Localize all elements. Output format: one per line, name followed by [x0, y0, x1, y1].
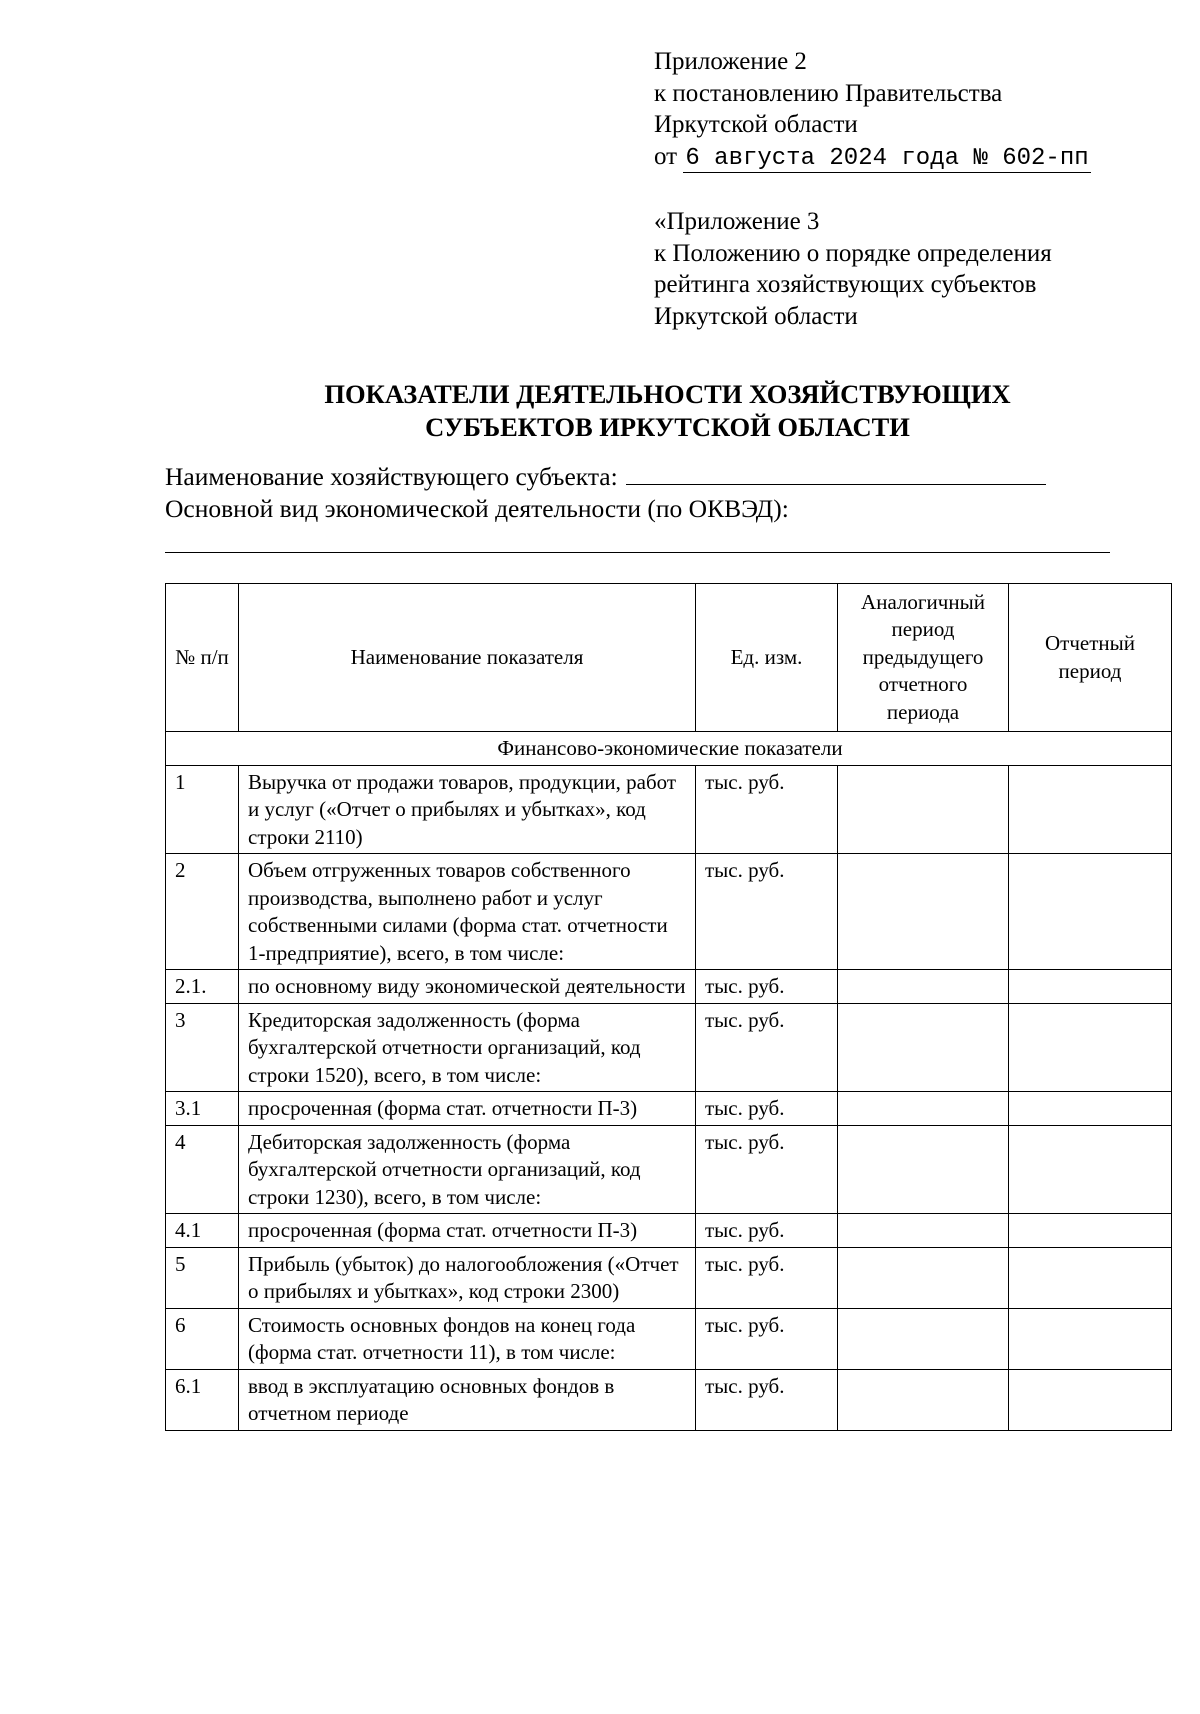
row-current-value — [1009, 1003, 1172, 1092]
row-num: 3.1 — [166, 1092, 239, 1126]
activity-field — [165, 494, 789, 524]
row-num: 3 — [166, 1003, 239, 1092]
document-title — [165, 378, 1170, 444]
word: о — [806, 239, 820, 267]
title-line-1: ПОКАЗАТЕЛИ ДЕЯТЕЛЬНОСТИ ХОЗЯЙСТВУЮЩИХ — [324, 379, 1011, 409]
row-unit: тыс. руб. — [696, 765, 838, 854]
word: к — [654, 79, 667, 107]
word: определения — [916, 239, 1052, 267]
row-prev-value — [838, 1214, 1009, 1248]
entity-name-blank — [626, 462, 1046, 485]
appendix3-line1: «Приложение 3 — [654, 208, 820, 235]
row-name: Объем отгруженных товаров собственного производства, выполнено работ и услуг собственными силами (форма стат. отчетности 1-предприятие), всего, в том числе: — [239, 854, 696, 970]
row-num: 1 — [166, 765, 239, 854]
row-num: 4.1 — [166, 1214, 239, 1248]
row-name: Дебиторская задолженность (форма бухгалтерской отчетности организаций, код строки 1230), всего, в том числе: — [239, 1125, 696, 1214]
table-row — [166, 1003, 1172, 1092]
row-num: 2 — [166, 854, 239, 970]
indicators-table — [165, 583, 1172, 1431]
title-line-2: СУБЪЕКТОВ ИРКУТСКОЙ ОБЛАСТИ — [425, 412, 910, 442]
word: Правительства — [844, 79, 1003, 107]
table-row — [166, 1092, 1172, 1126]
row-num: 6 — [166, 1308, 239, 1369]
row-name: Кредиторская задолженность (форма бухгалтерской отчетности организаций, код строки 1520), всего, в том числе: — [239, 1003, 696, 1092]
row-unit: тыс. руб. — [696, 1247, 838, 1308]
row-name: по основному виду экономической деятельности — [239, 970, 696, 1004]
row-name: Прибыль (убыток) до налогообложения («Отчет о прибылях и убытках», код строки 2300) — [239, 1247, 696, 1308]
row-current-value — [1009, 1308, 1172, 1369]
appendix3-line3 — [654, 269, 1124, 301]
row-current-value — [1009, 1125, 1172, 1214]
row-prev-value — [838, 1092, 1009, 1126]
appendix3-line2 — [654, 238, 1124, 270]
row-num: 6.1 — [166, 1369, 239, 1430]
row-prev-value — [838, 854, 1009, 970]
table-row — [166, 1369, 1172, 1430]
appendix2-date-line — [654, 141, 1124, 175]
appendix2-line3: Иркутской области — [654, 111, 858, 138]
row-unit: тыс. руб. — [696, 1092, 838, 1126]
date-prefix: от — [654, 142, 678, 170]
row-prev-value — [838, 1003, 1009, 1092]
row-prev-value — [838, 1125, 1009, 1214]
row-current-value — [1009, 1092, 1172, 1126]
activity-label: Основной вид экономической деятельности (по ОКВЭД): — [165, 494, 789, 523]
row-unit: тыс. руб. — [696, 1003, 838, 1092]
activity-blank-line — [165, 552, 1110, 553]
row-prev-value — [838, 765, 1009, 854]
row-prev-value — [838, 1308, 1009, 1369]
word: субъектов — [930, 271, 1037, 298]
table-row — [166, 1308, 1172, 1369]
header-num: № п/п — [166, 584, 239, 732]
row-current-value — [1009, 765, 1172, 854]
appendix3-line4: Иркутской области — [654, 302, 858, 330]
table-row — [166, 854, 1172, 970]
row-prev-value — [838, 970, 1009, 1004]
row-name: Стоимость основных фондов на конец года (форма стат. отчетности 11), в том числе: — [239, 1308, 696, 1369]
table-row — [166, 1247, 1172, 1308]
row-name: просроченная (форма стат. отчетности П-3) — [239, 1214, 696, 1248]
entity-name-field — [165, 462, 1046, 492]
table-row — [166, 1125, 1172, 1214]
row-current-value — [1009, 854, 1172, 970]
table-row — [166, 970, 1172, 1004]
appendix-2-header — [654, 46, 1124, 174]
header-name: Наименование показателя — [239, 584, 696, 732]
header-unit: Ед. изм. — [696, 584, 838, 732]
row-current-value — [1009, 1247, 1172, 1308]
row-name: просроченная (форма стат. отчетности П-3) — [239, 1092, 696, 1126]
word: хозяйствующих — [756, 271, 925, 298]
section-row — [166, 732, 1172, 766]
row-prev-value — [838, 1369, 1009, 1430]
row-num: 2.1. — [166, 970, 239, 1004]
word: порядке — [825, 239, 911, 267]
word: постановлению — [672, 79, 839, 107]
table-row — [166, 1214, 1172, 1248]
appendix-3-header — [654, 206, 1124, 332]
header-current-period: Отчетный период — [1009, 584, 1172, 732]
table-row — [166, 765, 1172, 854]
word: рейтинга — [654, 271, 751, 298]
header-prev-period: Аналогичный период предыдущего отчетного периода — [838, 584, 1009, 732]
row-unit: тыс. руб. — [696, 1125, 838, 1214]
section-title: Финансово-экономические показатели — [166, 732, 1172, 766]
appendix2-line1: Приложение 2 — [654, 48, 807, 75]
row-prev-value — [838, 1247, 1009, 1308]
resolution-date-number: 6 августа 2024 года № 602-пп — [685, 144, 1089, 172]
row-current-value — [1009, 1369, 1172, 1430]
table-header-row — [166, 584, 1172, 732]
word: к — [654, 239, 667, 267]
row-current-value — [1009, 970, 1172, 1004]
row-unit: тыс. руб. — [696, 970, 838, 1004]
row-unit: тыс. руб. — [696, 1308, 838, 1369]
appendix2-line2 — [654, 78, 1124, 110]
row-num: 5 — [166, 1247, 239, 1308]
row-unit: тыс. руб. — [696, 1214, 838, 1248]
row-unit: тыс. руб. — [696, 1369, 838, 1430]
entity-name-label: Наименование хозяйствующего субъекта: — [165, 462, 618, 491]
row-current-value — [1009, 1214, 1172, 1248]
row-num: 4 — [166, 1125, 239, 1214]
row-unit: тыс. руб. — [696, 854, 838, 970]
row-name: Выручка от продажи товаров, продукции, работ и услуг («Отчет о прибылях и убытках», код строки 2110) — [239, 765, 696, 854]
word: Положению — [672, 239, 801, 267]
row-name: ввод в эксплуатацию основных фондов в отчетном периоде — [239, 1369, 696, 1430]
